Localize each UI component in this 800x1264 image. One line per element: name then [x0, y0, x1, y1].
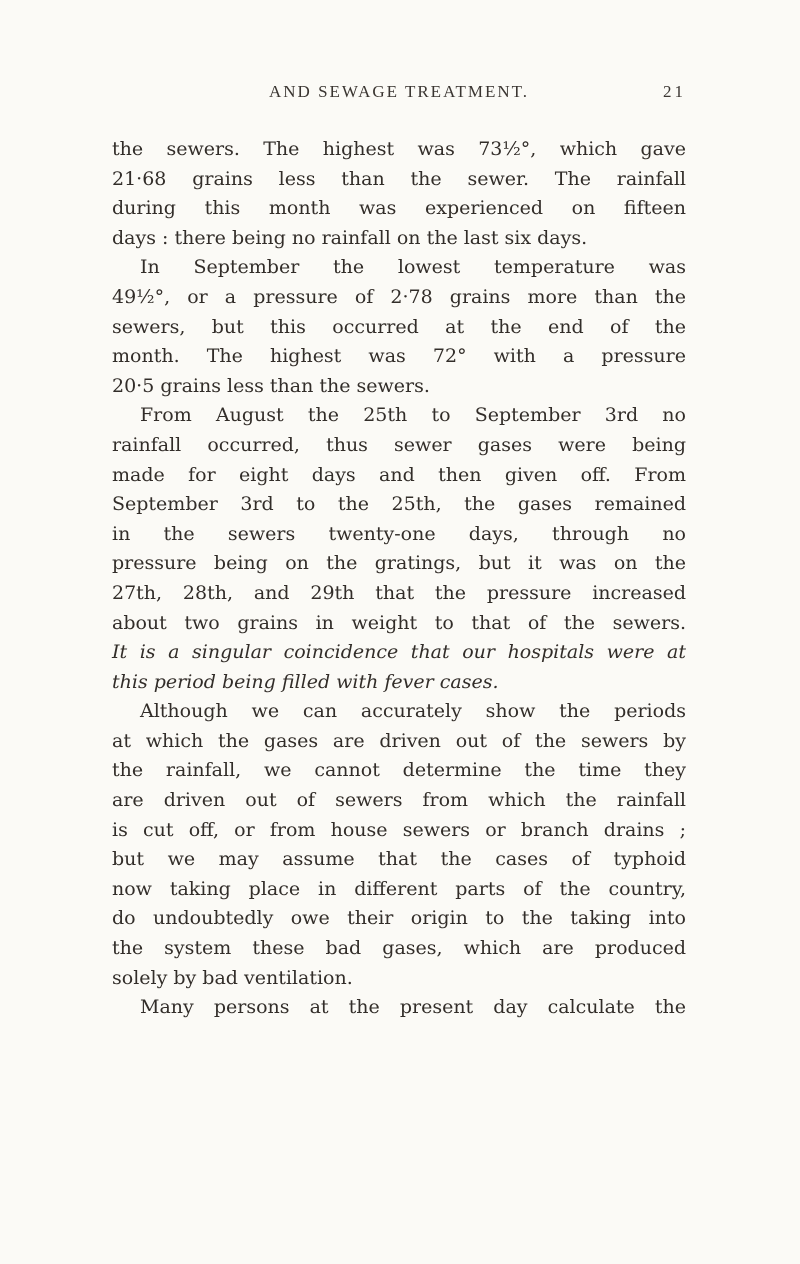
text-line: solely by bad ventilation.	[112, 966, 353, 989]
text-line: sewers, but this occurred at the end of the	[112, 315, 686, 338]
text-line: is cut off, or from house sewers or branch drains ;	[112, 818, 686, 841]
text-line: September 3rd to the 25th, the gases remained	[112, 493, 686, 516]
text-line: the rainfall, we cannot determine the time they	[112, 759, 686, 782]
text-line: at which the gases are driven out of the sewers by	[112, 729, 686, 752]
text-line: are driven out of sewers from which the rainfall	[112, 789, 686, 812]
text-line: 21·68 grains less than the sewer. The rainfall	[112, 167, 686, 190]
text-line: 49½°, or a pressure of 2·78 grains more than the	[112, 285, 686, 308]
text-line: 20·5 grains less than the sewers.	[112, 374, 430, 397]
text-line: 27th, 28th, and 29th that the pressure increased	[112, 581, 686, 604]
text-line: do undoubtedly owe their origin to the taking into	[112, 907, 686, 930]
text-line: Many persons at the present day calculate the	[140, 996, 686, 1019]
running-title: AND SEWAGE TREATMENT.	[269, 82, 529, 101]
text-line: now taking place in different parts of the country,	[112, 877, 686, 900]
text-line: From August the 25th to September 3rd no	[140, 404, 686, 427]
text-line: It is a singular coincidence that our hospitals were at	[112, 641, 686, 664]
text-line: made for eight days and then given off. From	[112, 463, 686, 486]
text-line: during this month was experienced on fifteen	[112, 197, 686, 220]
text-line: about two grains in weight to that of the sewers.	[112, 611, 686, 634]
page-number: 21	[663, 82, 686, 101]
text-line: in the sewers twenty-one days, through no	[112, 522, 686, 545]
text-line: this period being filled with fever cases.	[112, 670, 499, 693]
text-line: In September the lowest temperature was	[140, 256, 686, 279]
text-line: Although we can accurately show the periods	[140, 700, 686, 723]
text-line: days : there being no rainfall on the last six days.	[112, 226, 588, 249]
text-line: pressure being on the gratings, but it was on the	[112, 552, 686, 575]
text-line: month. The highest was 72° with a pressure	[112, 345, 686, 368]
text-line: the system these bad gases, which are produced	[112, 937, 686, 960]
body-text	[112, 135, 686, 1023]
text-line: rainfall occurred, thus sewer gases were being	[112, 433, 686, 456]
text-line: the sewers. The highest was 73½°, which gave	[112, 138, 686, 160]
running-head	[112, 82, 686, 108]
text-line: but we may assume that the cases of typhoid	[112, 848, 686, 871]
